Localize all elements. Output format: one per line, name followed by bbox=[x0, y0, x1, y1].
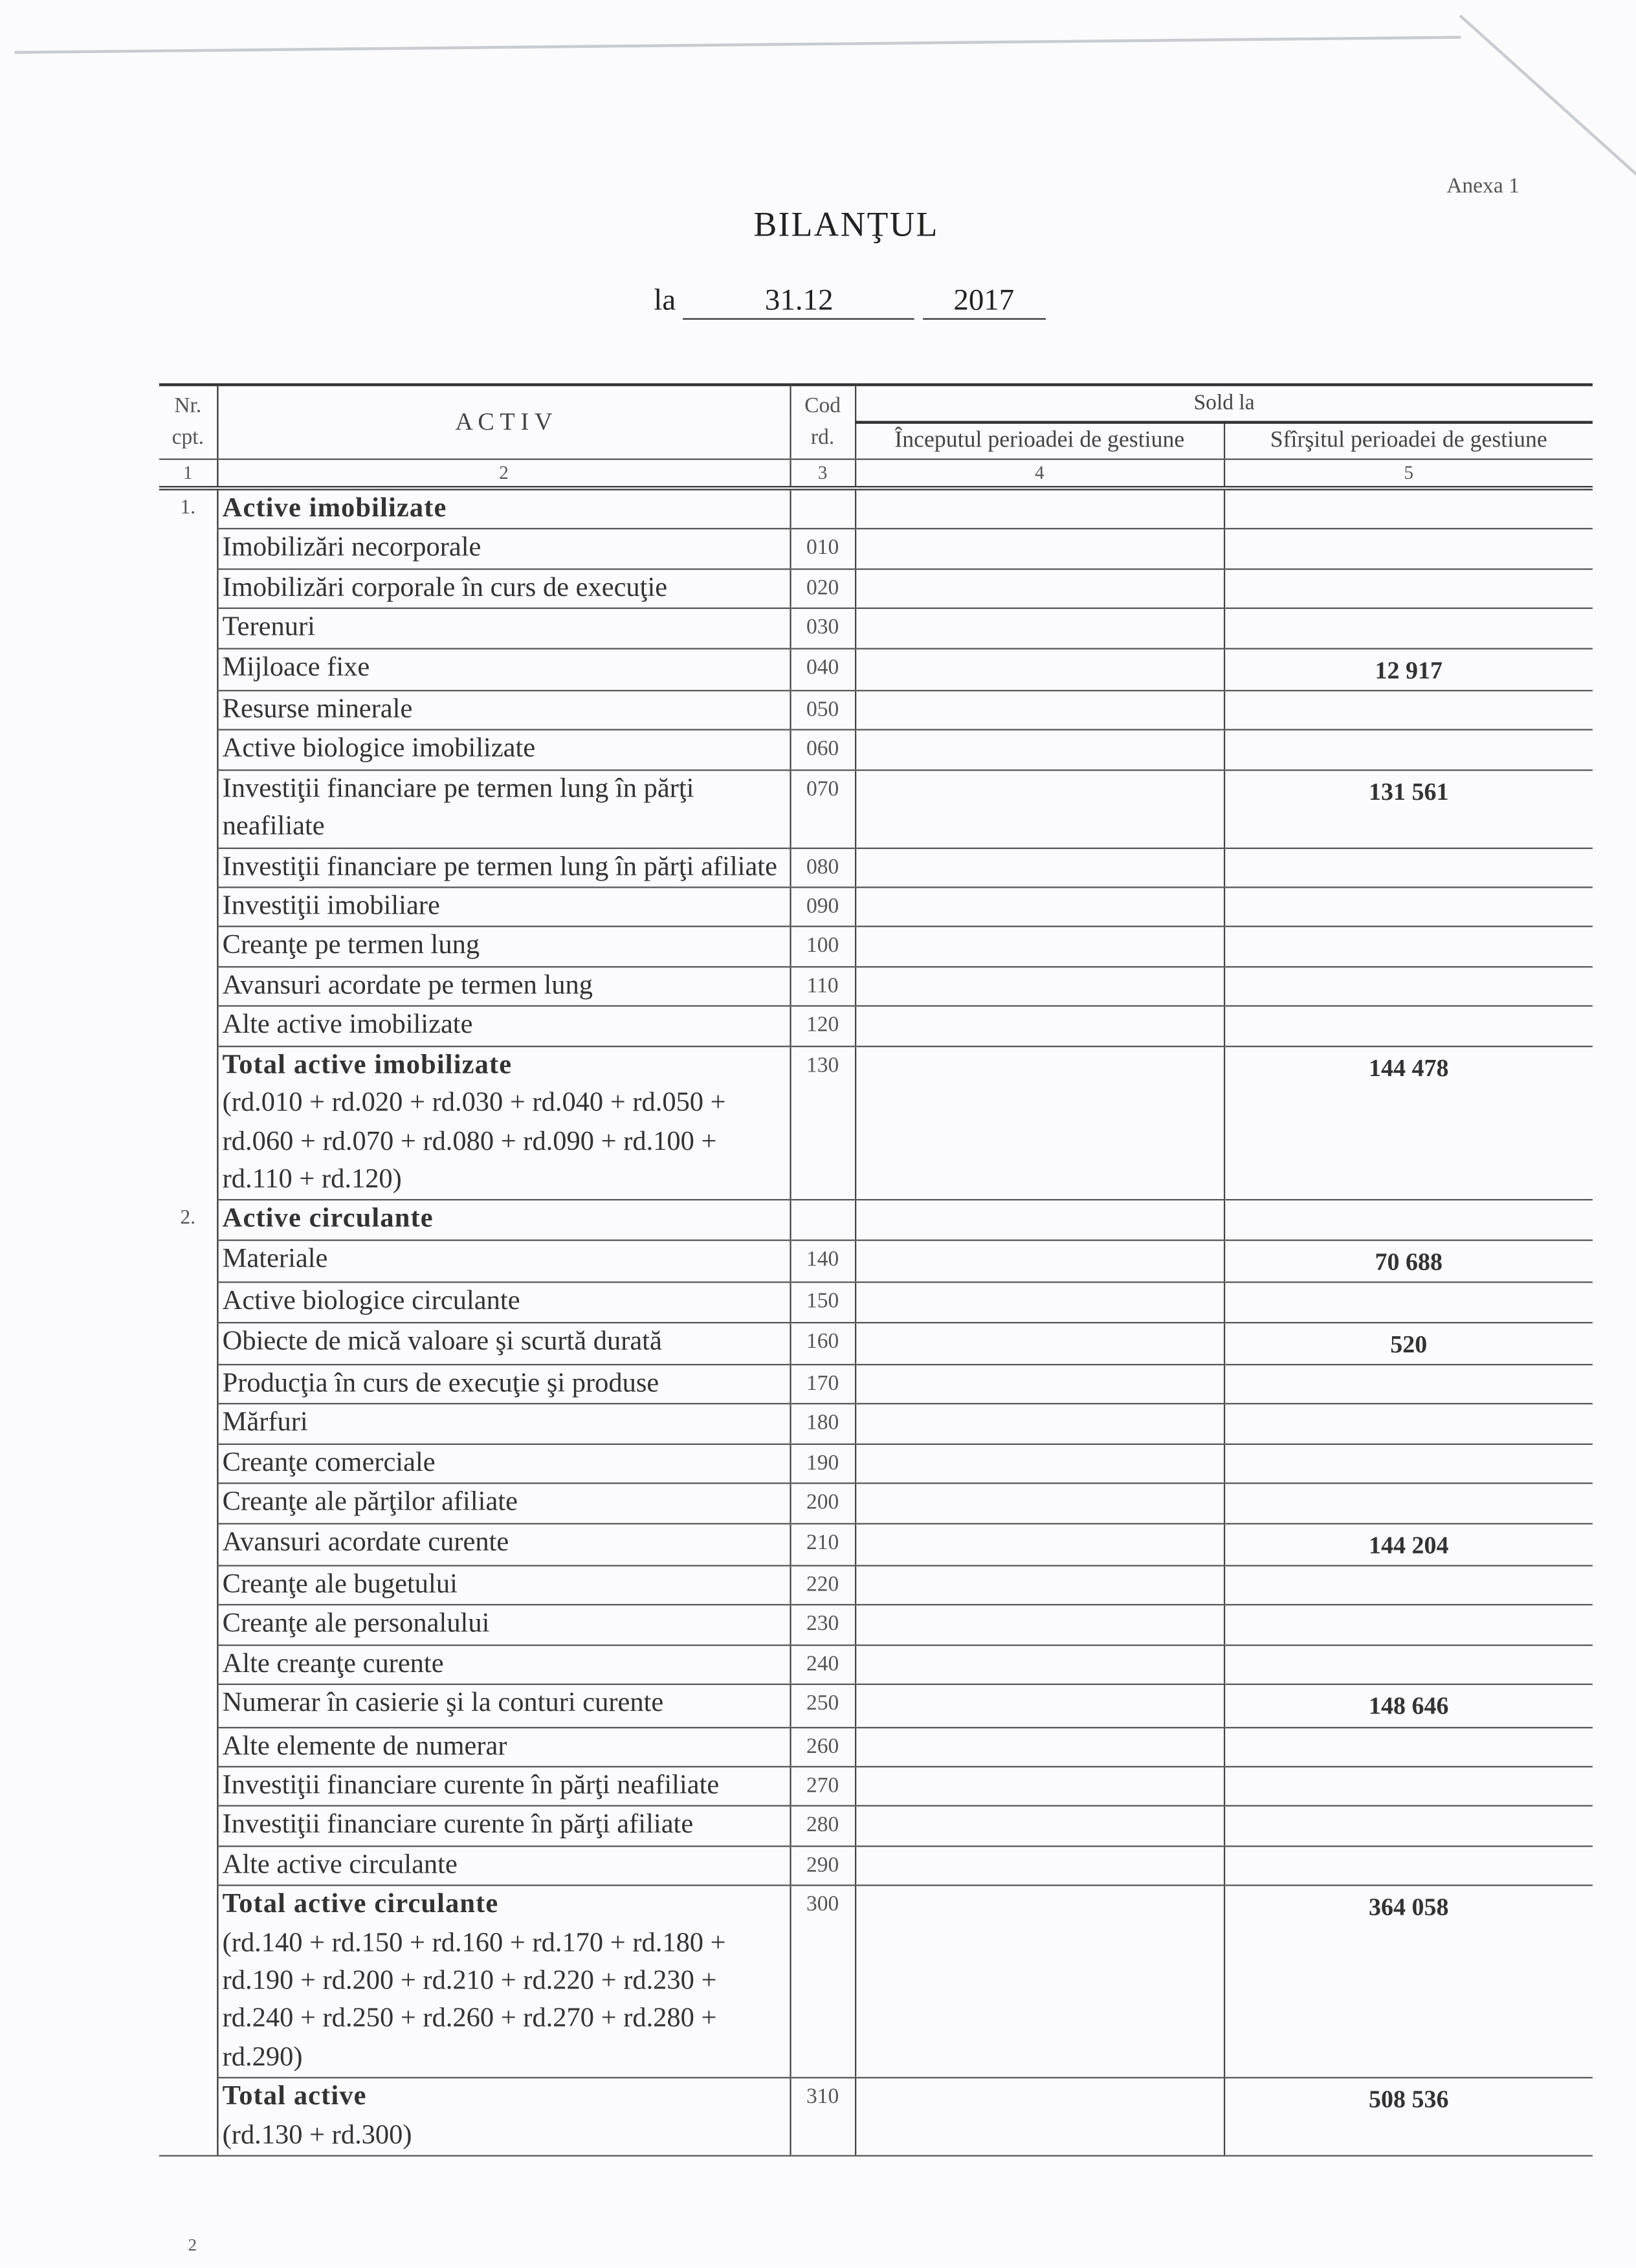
row-start-value bbox=[855, 608, 1224, 648]
row-label: Alte active circulante bbox=[222, 1849, 458, 1880]
table-row bbox=[159, 1200, 1593, 1240]
table-row bbox=[159, 1846, 1593, 1886]
row-start-value bbox=[855, 690, 1224, 730]
row-start-value bbox=[855, 1322, 1224, 1365]
row-start-value bbox=[855, 1566, 1224, 1605]
row-code: 090 bbox=[790, 887, 855, 927]
row-end-value bbox=[1224, 1645, 1593, 1684]
row-start-value bbox=[855, 1727, 1224, 1767]
row-label: Imobilizări necorporale bbox=[222, 533, 481, 564]
row-end-value bbox=[1224, 967, 1593, 1006]
row-code: 080 bbox=[790, 848, 855, 887]
row-end-value bbox=[1224, 887, 1593, 927]
row-start-value bbox=[855, 1200, 1224, 1240]
row-start-value bbox=[855, 1046, 1224, 1200]
header-cod: Cod rd. bbox=[790, 385, 855, 459]
table-row bbox=[159, 1684, 1593, 1727]
row-end-value bbox=[1224, 1566, 1593, 1605]
header-end: Sfîrşitul perioadei de gestiune bbox=[1224, 423, 1593, 459]
balance-date bbox=[654, 282, 1045, 320]
row-code: 160 bbox=[790, 1322, 855, 1365]
row-label: Creanţe comerciale bbox=[222, 1447, 436, 1478]
row-end-value bbox=[1224, 1727, 1593, 1767]
header-sold: Sold la bbox=[855, 385, 1593, 423]
row-start-value bbox=[855, 1484, 1224, 1523]
row-label-cell bbox=[217, 1200, 790, 1240]
row-label: Mijloace fixe bbox=[222, 652, 370, 683]
row-start-value bbox=[855, 1404, 1224, 1444]
document-title: BILANŢUL bbox=[753, 206, 939, 245]
row-end-value bbox=[1224, 690, 1593, 730]
row-end-value bbox=[1224, 1200, 1593, 1240]
row-end-value bbox=[1224, 1006, 1593, 1046]
row-end-value bbox=[1224, 1807, 1593, 1846]
row-label-cell bbox=[217, 1605, 790, 1645]
row-end-value bbox=[1224, 848, 1593, 887]
row-label-cell bbox=[217, 770, 790, 848]
row-label-cell bbox=[217, 1444, 790, 1483]
table-row bbox=[159, 1322, 1593, 1365]
row-label: Alte elemente de numerar bbox=[222, 1730, 507, 1761]
table-row bbox=[159, 529, 1593, 569]
table-row bbox=[159, 488, 1593, 529]
row-label: Imobilizări corporale în curs de execuţie bbox=[222, 572, 668, 603]
row-code: 280 bbox=[790, 1807, 855, 1846]
row-code: 260 bbox=[790, 1727, 855, 1767]
row-label: Avansuri acordate curente bbox=[222, 1526, 509, 1558]
row-nr: 2. bbox=[180, 1207, 196, 1229]
row-label-cell bbox=[217, 1006, 790, 1046]
row-code: 140 bbox=[790, 1240, 855, 1283]
row-code: 070 bbox=[790, 770, 855, 848]
row-label-cell bbox=[217, 488, 790, 529]
row-end-value bbox=[1224, 1767, 1593, 1806]
row-end-value: 12 917 bbox=[1224, 648, 1593, 691]
row-code: 310 bbox=[790, 2078, 855, 2155]
row-end-value: 364 058 bbox=[1224, 1886, 1593, 2078]
row-start-value bbox=[855, 1767, 1224, 1806]
table-row bbox=[159, 927, 1593, 967]
row-end-value: 144 204 bbox=[1224, 1523, 1593, 1566]
row-code: 130 bbox=[790, 1046, 855, 1200]
table-row bbox=[159, 690, 1593, 730]
row-label-cell bbox=[217, 1886, 790, 2078]
table-row bbox=[159, 1767, 1593, 1806]
table-row bbox=[159, 1807, 1593, 1846]
row-end-value bbox=[1224, 927, 1593, 967]
row-label: Alte active imobilizate bbox=[222, 1009, 473, 1040]
row-start-value bbox=[855, 569, 1224, 608]
row-start-value bbox=[855, 1605, 1224, 1645]
table-row bbox=[159, 1727, 1593, 1767]
row-label-cell bbox=[217, 1523, 790, 1566]
row-end-value bbox=[1224, 1605, 1593, 1645]
page-number: 2 bbox=[188, 2234, 197, 2255]
row-label-cell bbox=[217, 887, 790, 927]
table-row bbox=[159, 1365, 1593, 1404]
row-start-value bbox=[855, 488, 1224, 529]
row-label-cell bbox=[217, 608, 790, 648]
row-code: 250 bbox=[790, 1684, 855, 1727]
folded-corner-edge bbox=[1459, 14, 1636, 181]
row-end-value: 131 561 bbox=[1224, 770, 1593, 848]
table-row bbox=[159, 1006, 1593, 1046]
row-start-value bbox=[855, 1846, 1224, 1886]
row-code: 030 bbox=[790, 608, 855, 648]
row-code: 060 bbox=[790, 731, 855, 770]
row-label-cell bbox=[217, 690, 790, 730]
row-code: 120 bbox=[790, 1006, 855, 1046]
table-row bbox=[159, 1566, 1593, 1605]
row-end-value bbox=[1224, 488, 1593, 529]
table-row bbox=[159, 967, 1593, 1006]
row-label: Creanţe ale părţilor afiliate bbox=[222, 1487, 518, 1518]
table-row bbox=[159, 1605, 1593, 1645]
row-code bbox=[790, 488, 855, 529]
row-code: 110 bbox=[790, 967, 855, 1006]
row-start-value bbox=[855, 529, 1224, 569]
row-code: 170 bbox=[790, 1365, 855, 1404]
page-edge bbox=[14, 36, 1461, 54]
col-number-4: 4 bbox=[855, 459, 1224, 489]
row-start-value bbox=[855, 1886, 1224, 2078]
col-number-3: 3 bbox=[790, 459, 855, 489]
row-code: 190 bbox=[790, 1444, 855, 1483]
row-start-value bbox=[855, 1807, 1224, 1846]
row-code: 220 bbox=[790, 1566, 855, 1605]
header-activ: A C T I V bbox=[217, 385, 790, 459]
table-row bbox=[159, 848, 1593, 887]
row-label-cell bbox=[217, 927, 790, 967]
row-code: 100 bbox=[790, 927, 855, 967]
row-end-value: 148 646 bbox=[1224, 1684, 1593, 1727]
row-label: Creanţe ale personalului bbox=[222, 1609, 490, 1640]
date-prefix: la bbox=[654, 281, 676, 317]
row-label: Resurse minerale bbox=[222, 694, 413, 725]
row-label-cell bbox=[217, 648, 790, 691]
table-row bbox=[159, 648, 1593, 691]
row-start-value bbox=[855, 887, 1224, 927]
row-start-value bbox=[855, 1006, 1224, 1046]
row-label: Active circulante bbox=[222, 1204, 434, 1235]
row-label: Materiale bbox=[222, 1243, 328, 1274]
row-code: 200 bbox=[790, 1484, 855, 1523]
row-label: Producţia în curs de execuţie şi produse bbox=[222, 1368, 659, 1399]
row-end-value bbox=[1224, 608, 1593, 648]
row-start-value bbox=[855, 967, 1224, 1006]
row-label: Mărfuri bbox=[222, 1407, 308, 1438]
date-year: 2017 bbox=[922, 282, 1045, 320]
col-number-5: 5 bbox=[1224, 459, 1593, 489]
row-start-value bbox=[855, 1645, 1224, 1684]
row-end-value: 508 536 bbox=[1224, 2078, 1593, 2155]
row-start-value bbox=[855, 1240, 1224, 1283]
row-end-value bbox=[1224, 569, 1593, 608]
row-start-value bbox=[855, 1283, 1224, 1322]
row-label: Active biologice imobilizate bbox=[222, 734, 536, 765]
table-row bbox=[159, 731, 1593, 770]
row-label-cell bbox=[217, 1767, 790, 1806]
row-end-value: 520 bbox=[1224, 1322, 1593, 1365]
table-row bbox=[159, 1523, 1593, 1566]
row-label: Investiţii financiare pe termen lung în părţi afiliate bbox=[222, 851, 777, 882]
row-code: 020 bbox=[790, 569, 855, 608]
row-code: 300 bbox=[790, 1886, 855, 2078]
row-label: Terenuri bbox=[222, 611, 315, 643]
row-end-value bbox=[1224, 1365, 1593, 1404]
row-label: Active biologice circulante bbox=[222, 1286, 520, 1317]
table-row bbox=[159, 1444, 1593, 1483]
row-label-cell bbox=[217, 1046, 790, 1200]
row-label: Obiecte de mică valoare şi scurtă durată bbox=[222, 1325, 662, 1356]
row-start-value bbox=[855, 1523, 1224, 1566]
row-label-cell bbox=[217, 569, 790, 608]
header-nr: Nr. cpt. bbox=[159, 385, 217, 459]
row-end-value: 70 688 bbox=[1224, 1240, 1593, 1283]
row-label-cell bbox=[217, 848, 790, 887]
table-row bbox=[159, 2078, 1593, 2155]
row-code: 010 bbox=[790, 529, 855, 569]
row-label-cell bbox=[217, 1566, 790, 1605]
row-start-value bbox=[855, 1444, 1224, 1483]
row-end-value bbox=[1224, 529, 1593, 569]
row-label-cell bbox=[217, 1484, 790, 1523]
row-end-value bbox=[1224, 731, 1593, 770]
row-label-cell bbox=[217, 1365, 790, 1404]
table-row bbox=[159, 1484, 1593, 1523]
row-label: Total active bbox=[222, 2082, 367, 2112]
table-row bbox=[159, 887, 1593, 927]
row-end-value bbox=[1224, 1484, 1593, 1523]
row-label: Active imobilizate bbox=[222, 493, 447, 524]
table-row bbox=[159, 770, 1593, 848]
row-end-value bbox=[1224, 1846, 1593, 1886]
row-label-cell bbox=[217, 1645, 790, 1684]
table-row bbox=[159, 1046, 1593, 1200]
date-day-month: 31.12 bbox=[683, 282, 915, 320]
table-row bbox=[159, 608, 1593, 648]
row-start-value bbox=[855, 1684, 1224, 1727]
row-start-value bbox=[855, 2078, 1224, 2155]
row-label-cell bbox=[217, 731, 790, 770]
row-label-cell bbox=[217, 1283, 790, 1322]
table-row bbox=[159, 569, 1593, 608]
row-end-value bbox=[1224, 1444, 1593, 1483]
table-row bbox=[159, 1283, 1593, 1322]
row-start-value bbox=[855, 848, 1224, 887]
row-label-cell bbox=[217, 2078, 790, 2155]
row-code: 270 bbox=[790, 1767, 855, 1806]
annex-label: Anexa 1 bbox=[1446, 175, 1520, 199]
row-label: Avansuri acordate pe termen lung bbox=[222, 970, 593, 1001]
row-code: 180 bbox=[790, 1404, 855, 1444]
row-label-cell bbox=[217, 1404, 790, 1444]
row-nr: 1. bbox=[180, 497, 196, 520]
row-start-value bbox=[855, 927, 1224, 967]
row-end-value bbox=[1224, 1404, 1593, 1444]
row-start-value bbox=[855, 770, 1224, 848]
row-label-cell bbox=[217, 1727, 790, 1767]
row-label: Total active circulante bbox=[222, 1889, 499, 1920]
row-formula: (rd.140 + rd.150 + rd.160 + rd.170 + rd.180 + rd.190 + rd.200 + rd.210 + rd.220 + rd.230 + rd.240 + rd.250 + rd.260 + rd.270 + rd.280 + rd.290) bbox=[222, 1927, 726, 2073]
row-code bbox=[790, 1200, 855, 1240]
row-label: Total active imobilizate bbox=[222, 1050, 513, 1080]
row-code: 290 bbox=[790, 1846, 855, 1886]
row-label: Investiţii financiare curente în părţi neafiliate bbox=[222, 1770, 720, 1801]
row-label: Investiţii imobiliare bbox=[222, 891, 440, 921]
row-code: 040 bbox=[790, 648, 855, 691]
table-row bbox=[159, 1404, 1593, 1444]
row-end-value: 144 478 bbox=[1224, 1046, 1593, 1200]
row-code: 240 bbox=[790, 1645, 855, 1684]
col-number-1: 1 bbox=[159, 459, 217, 489]
balance-sheet-table bbox=[159, 383, 1593, 2156]
row-label-cell bbox=[217, 529, 790, 569]
row-label: Investiţii financiare pe termen lung în părţi neafiliate bbox=[222, 773, 694, 842]
row-code: 230 bbox=[790, 1605, 855, 1645]
table-row bbox=[159, 1240, 1593, 1283]
row-start-value bbox=[855, 731, 1224, 770]
row-label-cell bbox=[217, 1807, 790, 1846]
row-label-cell bbox=[217, 1846, 790, 1886]
row-label: Numerar în casierie şi la conturi curente bbox=[222, 1688, 664, 1719]
row-label: Creanţe pe termen lung bbox=[222, 930, 480, 962]
row-label-cell bbox=[217, 1240, 790, 1283]
row-code: 050 bbox=[790, 690, 855, 730]
header-start: Începutul perioadei de gestiune bbox=[855, 423, 1224, 459]
row-end-value bbox=[1224, 1283, 1593, 1322]
row-formula: (rd.010 + rd.020 + rd.030 + rd.040 + rd.050 + rd.060 + rd.070 + rd.080 + rd.090 + rd.100 + rd.110 + rd.120) bbox=[222, 1088, 726, 1195]
table-row bbox=[159, 1645, 1593, 1684]
row-label: Investiţii financiare curente în părţi afiliate bbox=[222, 1810, 694, 1841]
row-code: 150 bbox=[790, 1283, 855, 1322]
row-start-value bbox=[855, 1365, 1224, 1404]
row-code: 210 bbox=[790, 1523, 855, 1566]
row-label-cell bbox=[217, 1684, 790, 1727]
row-formula: (rd.130 + rd.300) bbox=[222, 2120, 412, 2150]
row-start-value bbox=[855, 648, 1224, 691]
row-label-cell bbox=[217, 967, 790, 1006]
row-label-cell bbox=[217, 1322, 790, 1365]
col-number-2: 2 bbox=[217, 459, 790, 489]
row-label: Alte creanţe curente bbox=[222, 1648, 444, 1679]
table-row bbox=[159, 1886, 1593, 2078]
row-label: Creanţe ale bugetului bbox=[222, 1569, 458, 1600]
